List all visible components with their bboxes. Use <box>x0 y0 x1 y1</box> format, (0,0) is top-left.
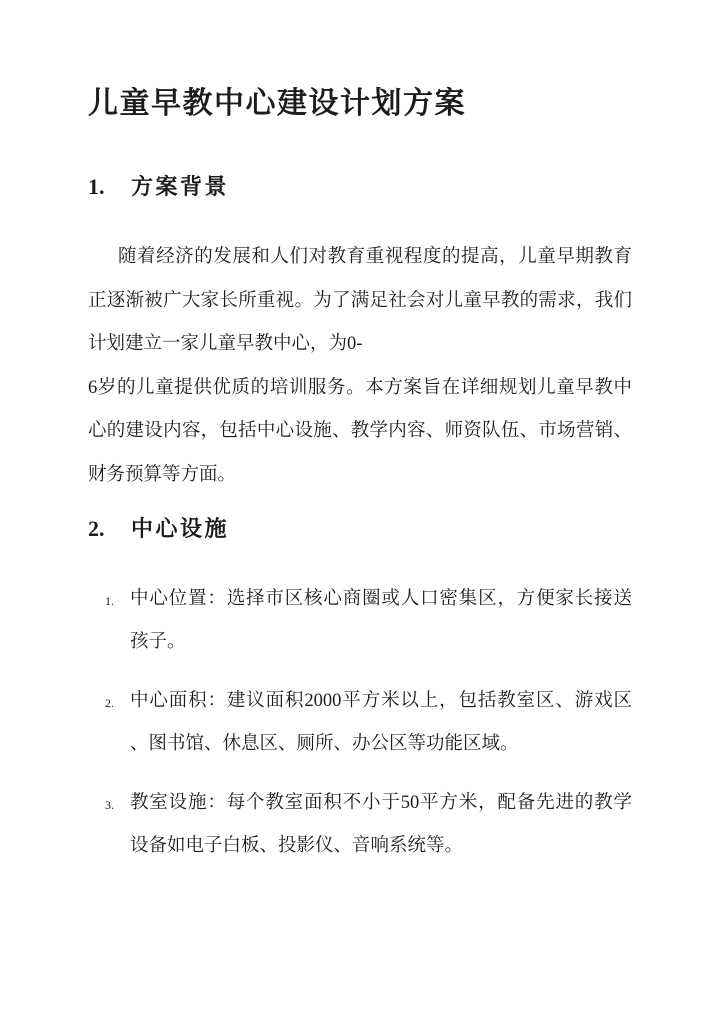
list-item-number: 1. <box>105 594 114 608</box>
list-item-text <box>130 578 632 664</box>
list-item-line: 孩子。 <box>130 632 186 652</box>
list-item-line: 设备如电子白板、投影仪、音响系统等。 <box>130 836 464 856</box>
paragraph-line: 随着经济的发展和人们对教育重视程度的提高，儿童早期教育 <box>118 247 632 267</box>
list-item-line: 中心位置：选择市区核心商圈或人口密集区，方便家长接送 <box>130 589 632 609</box>
paragraph-line: 财务预算等方面。 <box>88 464 237 485</box>
document-title: 儿童早教中心建设计划方案 <box>88 87 466 120</box>
list-item-line: 教室设施：每个教室面积不小于50平方米，配备先进的教学 <box>130 793 632 813</box>
list-item-text <box>130 782 632 868</box>
paragraph-line: 正逐渐被广大家长所重视。为了满足社会对儿童早教的需求，我们 <box>88 290 632 311</box>
list-item-text <box>130 680 632 766</box>
list-item-number: 2. <box>105 696 114 710</box>
list-item <box>88 782 632 868</box>
section-1-title: 方案背景 <box>131 174 230 199</box>
section-1-paragraph <box>88 236 632 497</box>
section-1-number: 1. <box>88 174 105 199</box>
facilities-list <box>88 578 632 868</box>
paragraph-line: 6岁的儿童提供优质的培训服务。本方案旨在详细规划儿童早教中 <box>88 377 632 398</box>
list-item <box>88 578 632 664</box>
list-item <box>88 680 632 766</box>
section-2-heading <box>88 516 632 542</box>
paragraph-line: 计划建立一家儿童早教中心，为0- <box>88 334 363 354</box>
list-item-line: 、图书馆、休息区、厕所、办公区等功能区域。 <box>130 734 519 754</box>
list-item-number: 3. <box>105 798 114 812</box>
paragraph-line: 心的建设内容，包括中心设施、教学内容、师资队伍、市场营销、 <box>88 421 632 441</box>
section-2-number: 2. <box>88 516 105 541</box>
list-item-line: 中心面积：建议面积2000平方米以上，包括教室区、游戏区 <box>130 691 632 711</box>
section-2-title: 中心设施 <box>131 516 230 541</box>
section-1-heading <box>88 174 632 200</box>
